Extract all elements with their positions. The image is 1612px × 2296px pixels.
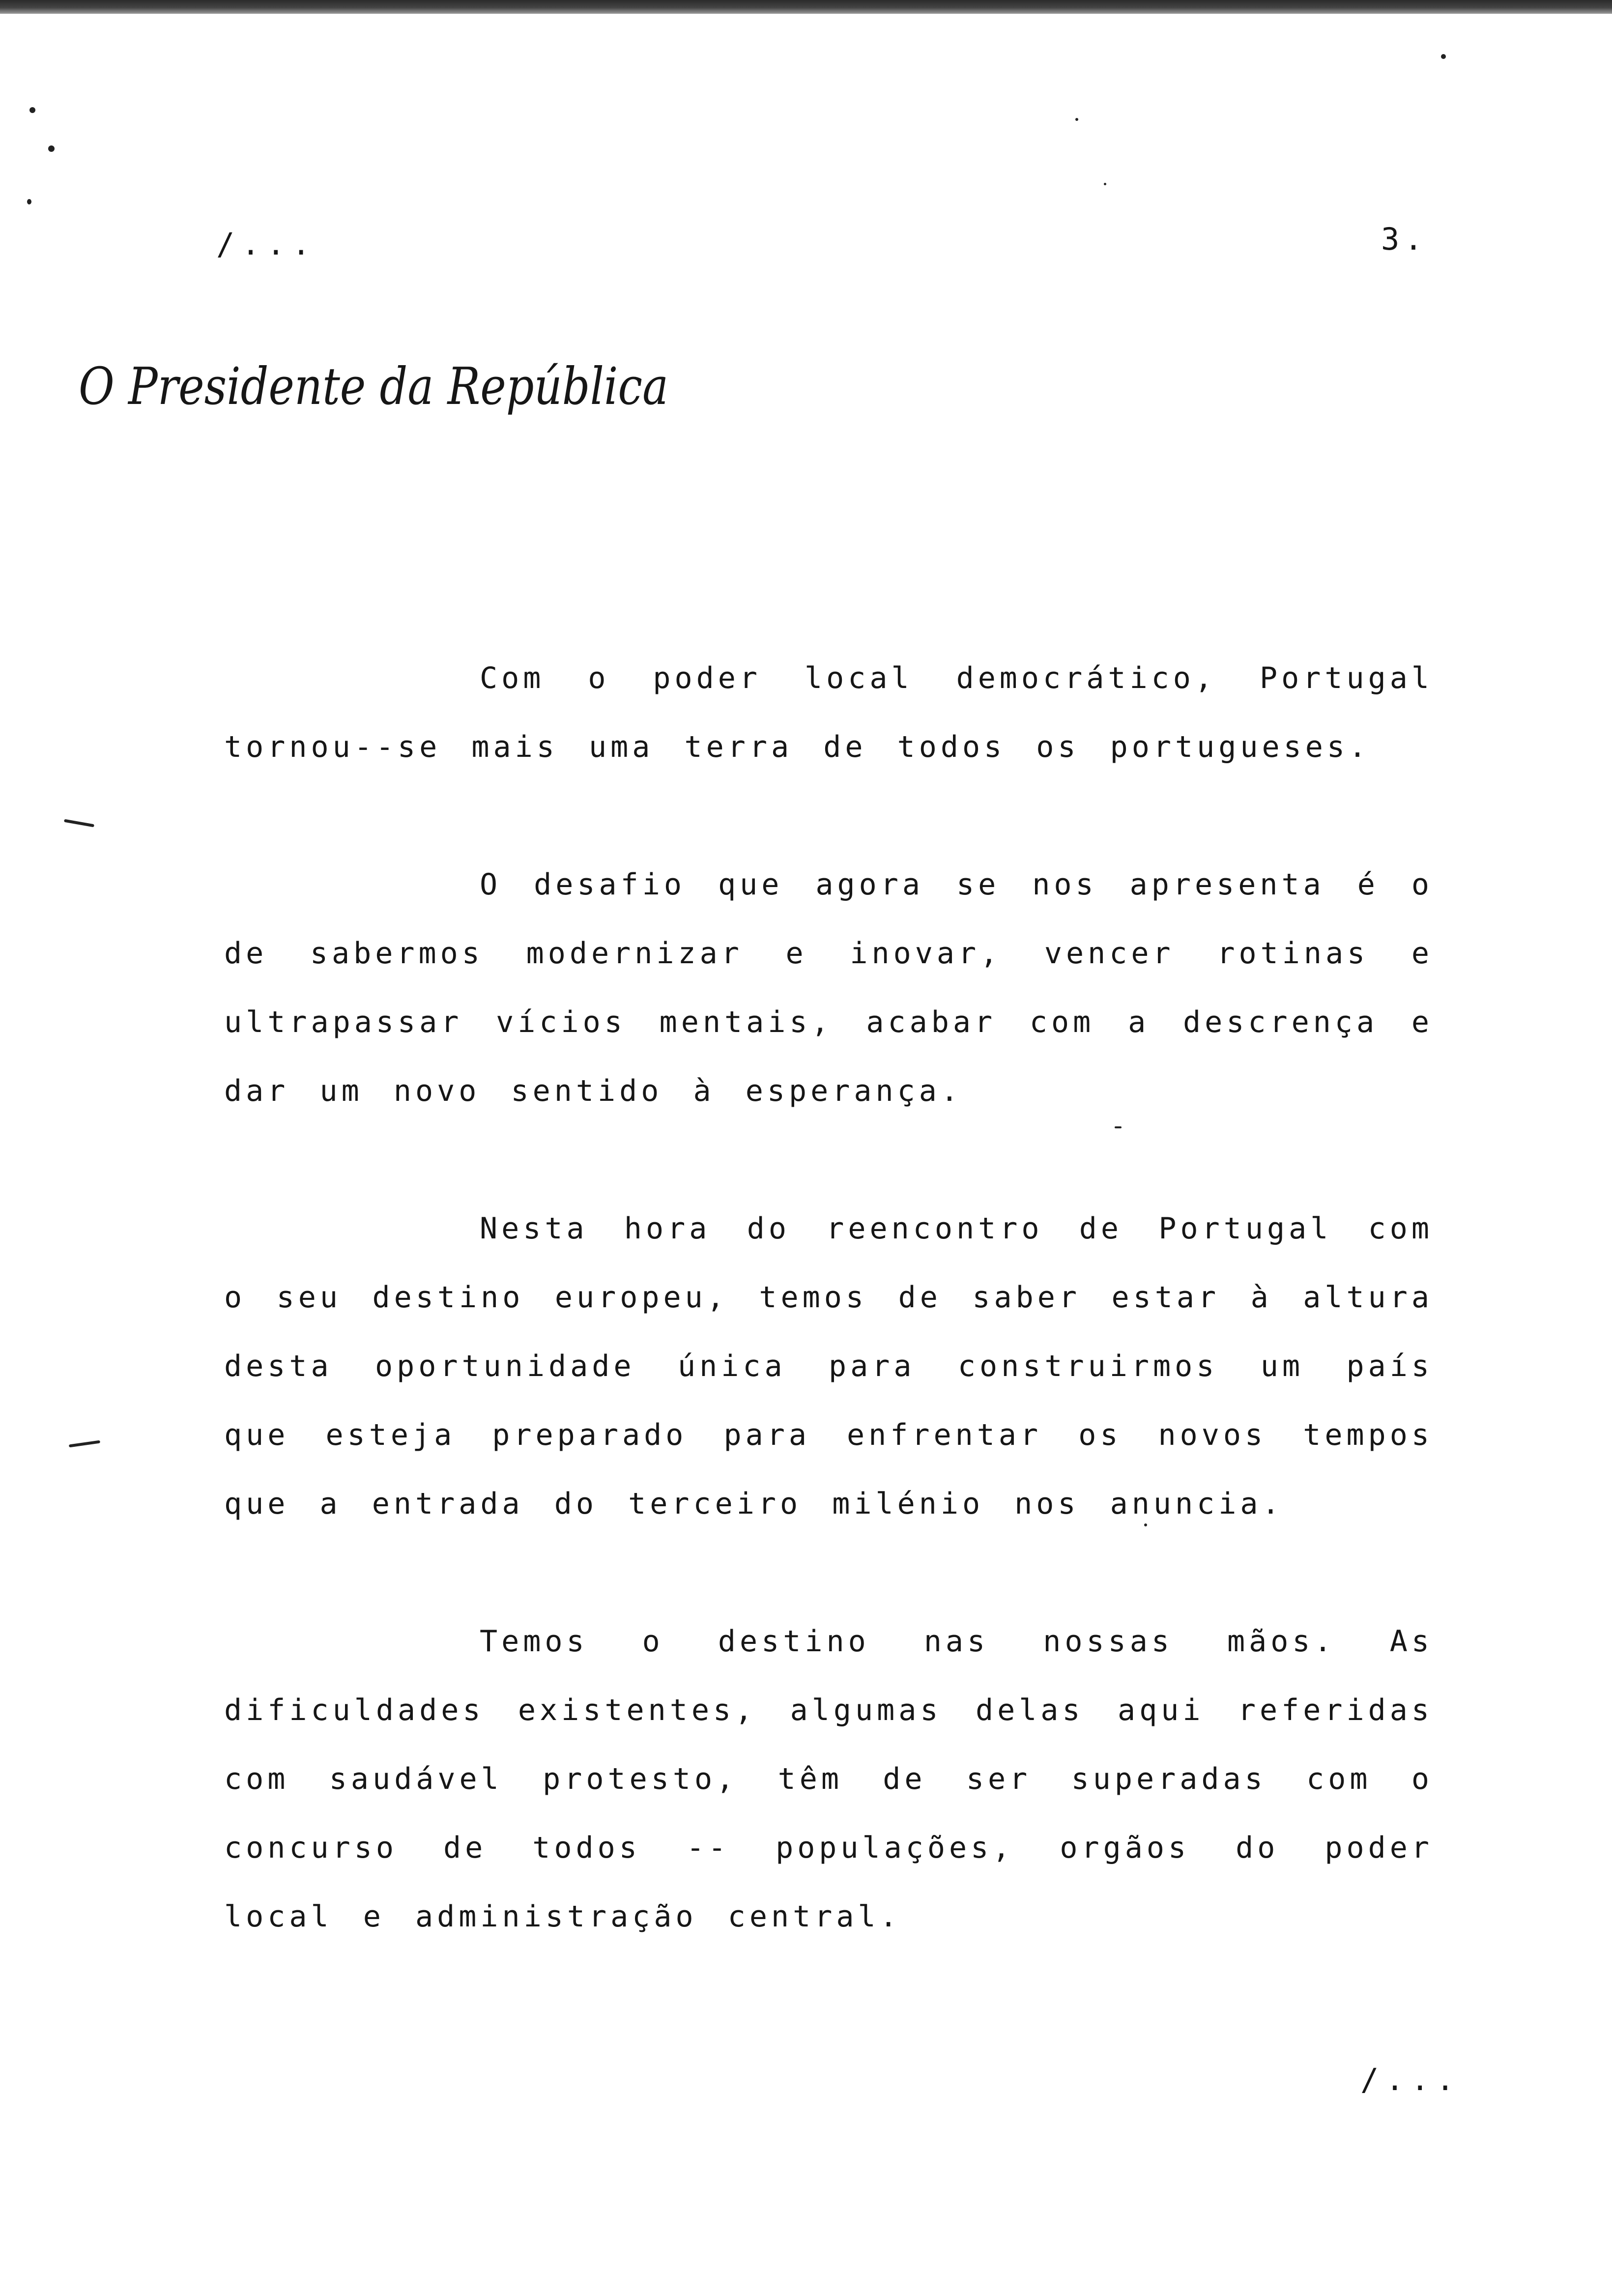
scan-margin-mark bbox=[69, 1440, 100, 1448]
letter-body bbox=[224, 644, 1433, 1951]
continuation-mark-top: /... bbox=[216, 226, 317, 262]
paragraph-poder-local: Com o poder local democrático, Portugal tornou--se mais uma terra de todos os portugueses. bbox=[224, 661, 1433, 764]
scan-speck bbox=[1075, 118, 1078, 121]
continuation-mark-bottom: /... bbox=[1360, 2062, 1462, 2097]
scan-speck bbox=[1104, 183, 1106, 185]
scan-speck bbox=[29, 107, 35, 113]
scan-top-edge bbox=[0, 0, 1612, 14]
scan-margin-mark bbox=[64, 819, 94, 828]
scan-speck bbox=[48, 145, 55, 152]
scan-speck bbox=[1441, 54, 1446, 59]
letterhead-text: O Presidente da República bbox=[79, 356, 668, 416]
scan-speck bbox=[27, 199, 31, 204]
page-number: 3. bbox=[1381, 221, 1428, 257]
paragraph-reencontro-europeu: Nesta hora do reencontro de Portugal com o seu destino europeu, temos de saber estar à altura desta oportunidade única para construirmos um país que esteja preparado para enfrentar os novos tempos que a entrada do terceiro milénio nos anuncia. bbox=[224, 1211, 1433, 1521]
paragraph-desafio: O desafio que agora se nos apresenta é o de sabermos modernizar e inovar, vencer rotinas e ultrapassar vícios mentais, acabar com a descrença e dar um novo sentido à esperança. bbox=[224, 867, 1433, 1108]
paragraph-destino: Temos o destino nas nossas mãos. As dificuldades existentes, algumas delas aqui referidas com saudável protesto, têm de ser superadas com o concurso de todos -- populações, orgãos do poder local e administração central. bbox=[224, 1624, 1433, 1934]
letterhead-presidente-da-republica bbox=[79, 339, 698, 437]
